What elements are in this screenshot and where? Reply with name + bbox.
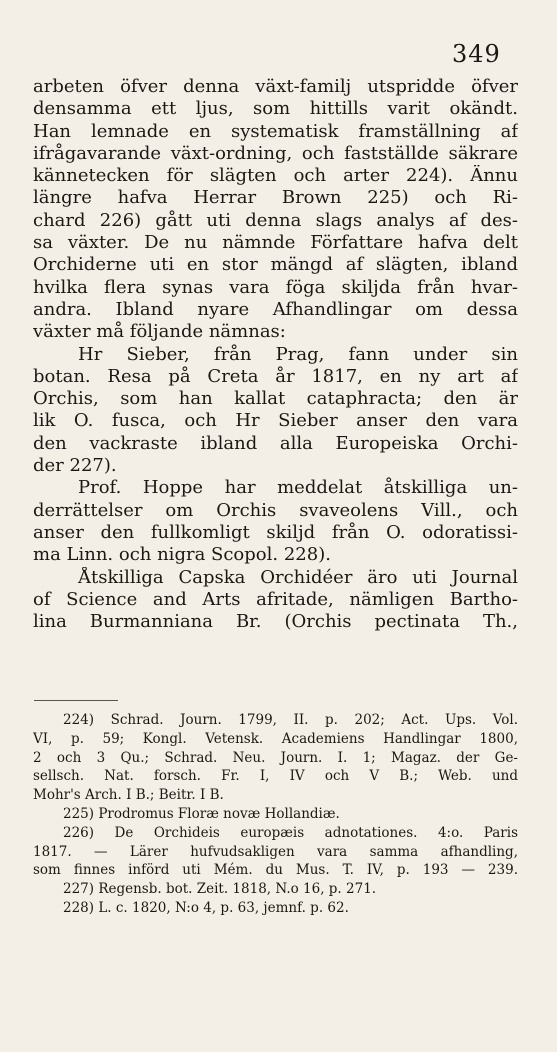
body-line: botan. Resa på Creta år 1817, en ny art af (33, 365, 518, 387)
body-line: längre hafva Herrar Brown 225) och Ri- (33, 187, 518, 209)
body-line: lik O. fusca, och Hr Sieber anser den vara (33, 410, 518, 432)
footnote-line: 227) Regensb. bot. Zeit. 1818, N.o 16, p. 271. (63, 881, 377, 898)
body-line: sa växter. De nu nämnde Författare hafva delt (33, 232, 518, 254)
footnote-line: som finnes införd uti Mém. du Mus. T. IV, p. 193 — 239. (33, 862, 518, 879)
body-line: derrättelser om Orchis svaveolens Vill., och (33, 499, 518, 521)
footnote-line: sellsch. Nat. forsch. Fr. I, IV och V B.; Web. und (33, 768, 518, 785)
body-line: hvilka flera synas vara föga skiljda från hvar- (33, 276, 518, 298)
body-line: chard 226) gått uti denna slags analys af des- (33, 209, 518, 231)
footnote-line: VI, p. 59; Kongl. Vetensk. Academiens Handlingar 1800, (33, 730, 518, 747)
body-line: kännetecken för slägten och arter 224). Ännu (33, 165, 518, 187)
page-number: 349 (452, 40, 501, 68)
body-line: den vackraste ibland alla Europeiska Orchi- (33, 432, 518, 454)
body-line: växter må följande nämnas: (33, 321, 286, 343)
body-line: ifrågavarande växt-ordning, och fastställde säkrare (33, 142, 518, 164)
footnote-divider (34, 700, 118, 701)
body-line: of Science and Arts afritade, nämligen Bartho- (33, 588, 518, 610)
footnotes (33, 711, 518, 918)
footnote-line: 2 och 3 Qu.; Schrad. Neu. Journ. I. 1; Magaz. der Ge- (33, 749, 518, 766)
body-line: Prof. Hoppe har meddelat åtskilliga un- (78, 477, 518, 499)
body-line: andra. Ibland nyare Afhandlingar om dessa (33, 298, 518, 320)
body-line: lina Burmanniana Br. (Orchis pectinata Th., (33, 611, 518, 633)
footnote-line: 228) L. c. 1820, N:o 4, p. 63, jemnf. p. 62. (63, 899, 349, 916)
body-text (33, 76, 518, 633)
body-line: Åtskilliga Capska Orchidéer äro uti Journal (78, 566, 518, 588)
body-line: Orchis, som han kallat cataphracta; den är (33, 388, 518, 410)
footnote-line: Mohr's Arch. I B.; Beitr. I B. (33, 787, 224, 804)
footnote-line: 1817. — Lärer hufvudsakligen vara samma afhandling, (33, 843, 518, 860)
body-line: ma Linn. och nigra Scopol. 228). (33, 544, 331, 566)
body-line: arbeten öfver denna växt-familj utspridde öfver (33, 76, 518, 97)
body-line: densamma ett ljus, som hittills varit okändt. (33, 98, 518, 120)
footnote-line: 225) Prodromus Floræ novæ Hollandiæ. (63, 805, 340, 822)
body-line: der 227). (33, 455, 117, 477)
footnote-line: 224) Schrad. Journ. 1799, II. p. 202; Act. Ups. Vol. (63, 712, 518, 728)
body-line: Han lemnade en systematisk framställning af (33, 120, 518, 142)
footnote-line: 226) De Orchideis europæis adnotationes. 4:o. Paris (63, 824, 518, 841)
body-line: Orchiderne uti en stor mängd af slägten, ibland (33, 254, 518, 276)
body-line: Hr Sieber, från Prag, fann under sin (78, 343, 518, 365)
body-line: anser den fullkomligt skiljd från O. odoratissi- (33, 521, 518, 543)
